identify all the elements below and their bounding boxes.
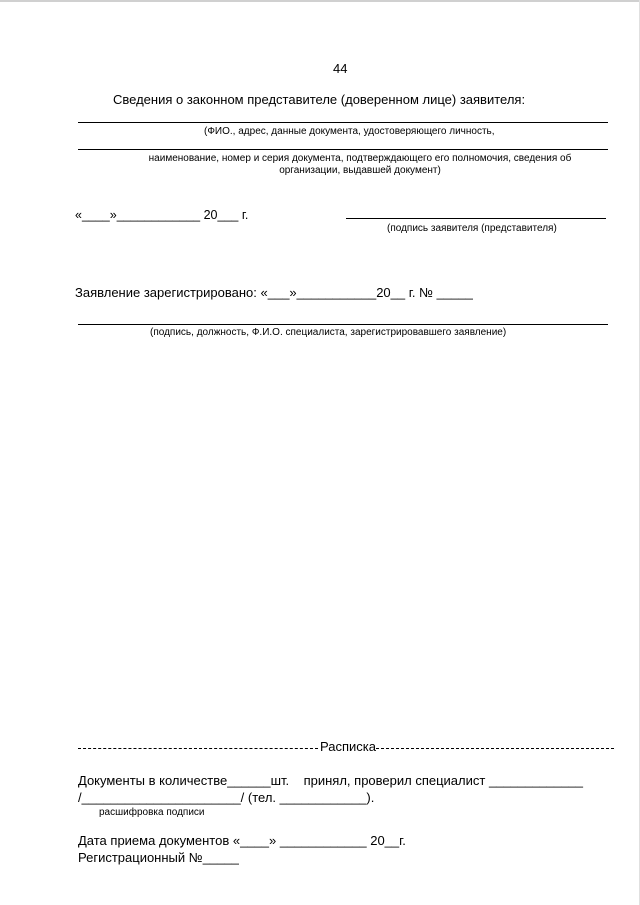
receipt-reg-number-line[interactable]: Регистрационный №_____	[78, 850, 239, 865]
receipt-divider-right	[376, 748, 614, 749]
representative-caption-1: (ФИО., адрес, данные документа, удостоверяющего личность,	[204, 126, 495, 137]
registration-line[interactable]: Заявление зарегистрировано: «___»___________20__ г. № _____	[75, 285, 473, 300]
receipt-documents-line[interactable]: Документы в количестве______шт. принял, проверил специалист _____________	[78, 773, 583, 788]
receipt-date-line[interactable]: Дата приема документов «____» ____________ 20__г.	[78, 833, 406, 848]
receipt-decode-line[interactable]: /______________________/ (тел. ____________).	[78, 790, 375, 805]
representative-fill-line-2[interactable]	[78, 149, 608, 150]
signature-caption: (подпись заявителя (представителя)	[387, 223, 557, 234]
representative-fill-line-1[interactable]	[78, 122, 608, 123]
date-line[interactable]: «____»____________ 20___ г.	[75, 208, 249, 222]
receipt-divider-left	[78, 748, 318, 749]
receipt-title: Расписка	[320, 739, 376, 754]
page-number: 44	[333, 61, 348, 76]
page-top-edge	[0, 0, 640, 2]
representative-caption-3: организации, выдавшей документ)	[279, 165, 441, 176]
representative-caption-2: наименование, номер и серия документа, подтверждающего его полномочия, сведения об	[148, 153, 572, 164]
registration-caption: (подпись, должность, Ф.И.О. специалиста, зарегистрировавшего заявление)	[150, 327, 507, 338]
specialist-signature-line[interactable]	[78, 324, 608, 325]
representative-heading: Сведения о законном представителе (доверенном лице) заявителя:	[113, 92, 526, 107]
applicant-signature-line[interactable]	[346, 218, 606, 219]
receipt-decode-caption: расшифровка подписи	[99, 807, 205, 818]
